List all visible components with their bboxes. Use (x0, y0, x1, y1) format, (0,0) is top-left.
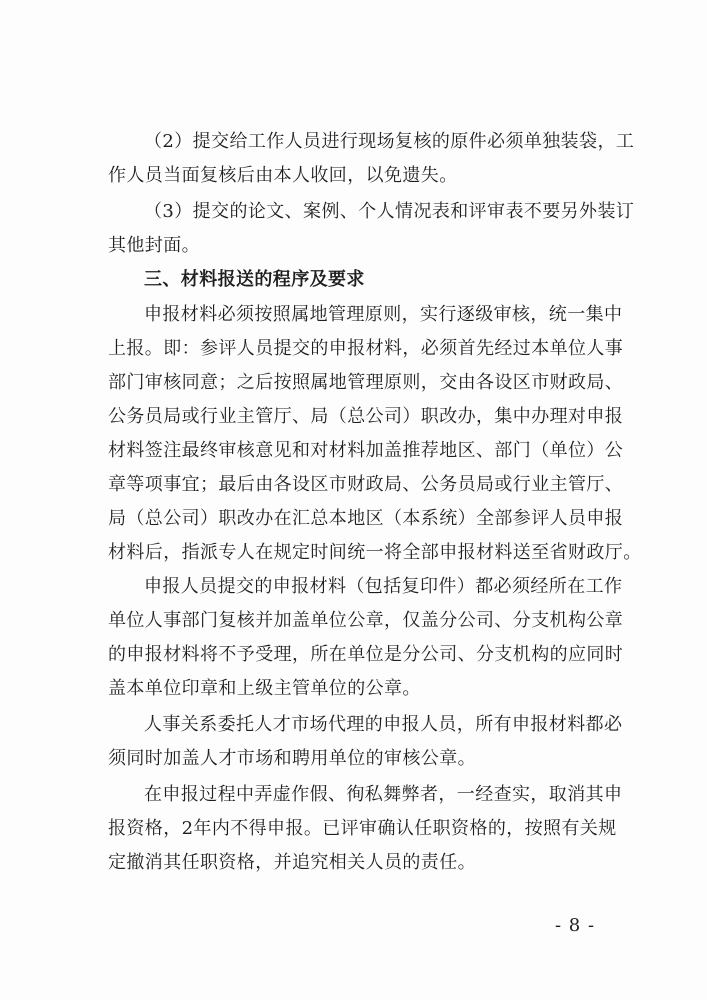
text-line: 作人员当面复核后由本人收回，以免遗失。 (108, 165, 458, 186)
text-line: 局（总公司）职改办在汇总本地区（本系统）全部参评人员申报 (108, 508, 624, 529)
item-2-paragraph (108, 125, 635, 193)
text-line: 报资格，2年内不得申报。已评审确认任职资格的，按照有关规 (108, 818, 617, 839)
text-line: 材料签注最终审核意见和对材料加盖推荐地区、部门（单位）公 (108, 440, 624, 461)
text-line: 须同时加盖人才市场和聘用单位的审核公章。 (108, 748, 476, 769)
seal-requirement-paragraph (108, 570, 624, 706)
text-line: 单位人事部门复核并加盖单位公章，仅盖分公司、分支机构公章 (108, 610, 624, 631)
text-line: 章等项事宜；最后由各设区市财政局、公务员局或行业主管厅、 (108, 474, 624, 495)
page-number: - 8 - (554, 915, 596, 936)
text-line: 盖本单位印章和上级主管单位的公章。 (108, 678, 421, 699)
text-line: （3）提交的论文、案例、个人情况表和评审表不要另外装订 (144, 201, 635, 222)
section-heading-text: 三、材料报送的程序及要求 (144, 269, 365, 290)
text-line: 上报。即：参评人员提交的申报材料，必须首先经过本单位人事 (108, 338, 624, 359)
text-line: 的申报材料将不予受理，所在单位是分公司、分支机构的应同时 (108, 644, 624, 665)
text-line: 其他封面。 (108, 235, 200, 256)
text-line: 定撤消其任职资格，并追究相关人员的责任。 (108, 852, 476, 873)
submission-procedure-paragraph (108, 298, 642, 570)
item-3-paragraph (108, 195, 635, 263)
text-line: 部门审核同意；之后按照属地管理原则，交由各设区市财政局、 (108, 372, 624, 393)
text-line: 人事关系委托人才市场代理的申报人员，所有申报材料都必 (144, 714, 623, 735)
text-line: 材料后，指派专人在规定时间统一将全部申报材料送至省财政厅。 (108, 542, 642, 563)
text-line: 公务员局或行业主管厅、局（总公司）职改办，集中办理对申报 (108, 406, 624, 427)
text-line: 申报人员提交的申报材料（包括复印件）都必须经所在工作 (144, 576, 623, 597)
text-line: （2）提交给工作人员进行现场复核的原件必须单独装袋，工 (144, 131, 635, 152)
talent-market-paragraph (108, 708, 623, 776)
text-line: 在申报过程中弄虚作假、徇私舞弊者，一经查实，取消其申 (144, 784, 623, 805)
text-line: 申报材料必须按照属地管理原则，实行逐级审核，统一集中 (144, 304, 623, 325)
section-heading (108, 263, 608, 297)
fraud-penalty-paragraph (108, 778, 623, 880)
